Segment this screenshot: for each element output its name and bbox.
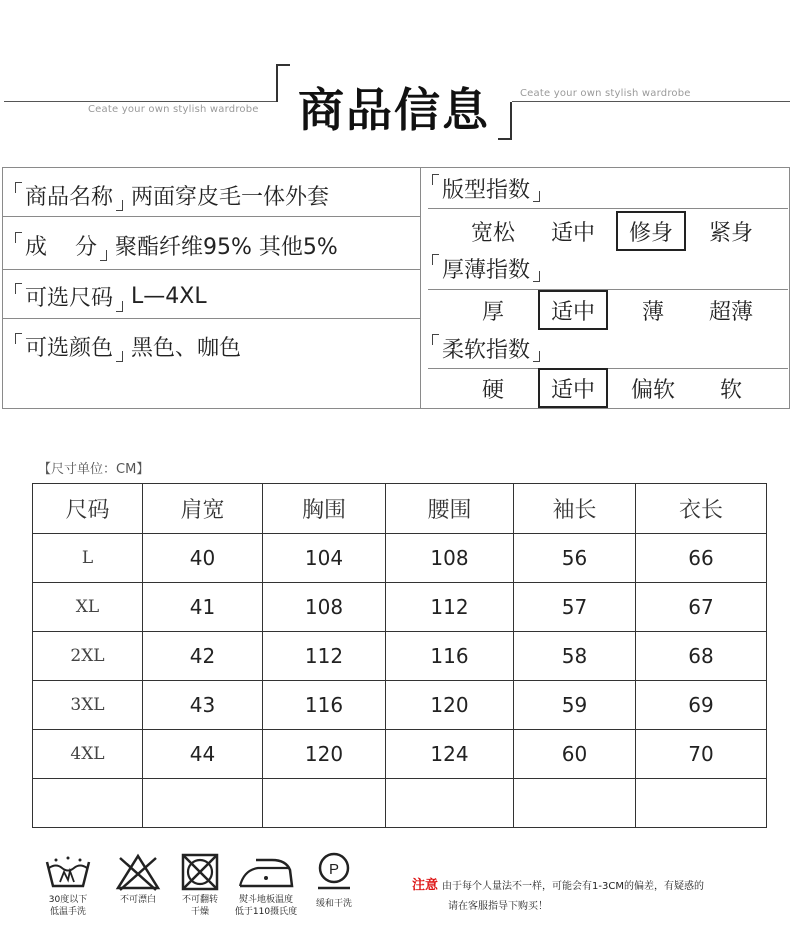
care-label: 不可漂白 — [119, 895, 156, 905]
table-cell: 59 — [514, 681, 636, 730]
page-title: 商品信息 — [298, 83, 490, 137]
size-cell: 4XL — [33, 730, 143, 779]
info-value: 黑色、咖色 — [131, 335, 242, 361]
softness-index-options — [430, 368, 788, 408]
table-row — [33, 534, 767, 583]
fit-index-title: 版型指数 — [430, 170, 542, 206]
table-row — [33, 632, 767, 681]
table-cell: 41 — [143, 583, 263, 632]
softness-option: 硬 — [481, 377, 504, 403]
header-cell: 袖长 — [514, 484, 636, 534]
info-value: 两面穿皮毛一体外套 — [131, 184, 330, 210]
header-cell: 肩宽 — [143, 484, 263, 534]
table-cell: 58 — [514, 632, 636, 681]
table-row — [33, 681, 767, 730]
table-cell: 120 — [386, 681, 514, 730]
header-cell: 胸围 — [263, 484, 386, 534]
header-cell: 腰围 — [386, 484, 514, 534]
table-cell: 120 — [263, 730, 386, 779]
note-line-2: 请在客服指导下购买！ — [448, 901, 548, 912]
fit-index-options — [430, 211, 788, 251]
care-item-dry-clean — [294, 852, 374, 910]
softness-option: 软 — [719, 377, 742, 403]
header-subtitle-right: Ceate your own stylish wardrobe — [520, 88, 691, 99]
thickness-option: 薄 — [641, 299, 664, 325]
table-cell: 116 — [386, 632, 514, 681]
fit-option-selected: 修身 — [616, 211, 686, 251]
table-cell: 42 — [143, 632, 263, 681]
table-cell: 57 — [514, 583, 636, 632]
hand-wash-icon — [44, 852, 92, 892]
note-line-1: 由于每个人量法不一样，可能会有1-3CM的偏差，有疑惑的 — [442, 881, 704, 892]
header-rule-left — [4, 101, 276, 102]
size-cell: 2XL — [33, 632, 143, 681]
table-cell: 112 — [263, 632, 386, 681]
care-item-hand-wash — [28, 852, 108, 918]
thickness-option-selected: 适中 — [538, 290, 608, 330]
care-label: 缓和干洗 — [315, 899, 352, 909]
table-cell — [33, 779, 143, 828]
fit-option: 适中 — [550, 220, 595, 246]
header-cell: 衣长 — [636, 484, 767, 534]
info-label: 可选尺码 — [13, 281, 125, 312]
care-label: 不可翻转 干燥 — [181, 895, 218, 917]
info-label: 成 分 — [13, 230, 109, 261]
table-cell: 43 — [143, 681, 263, 730]
iron-low-icon — [236, 852, 296, 892]
no-bleach-icon — [114, 852, 162, 892]
table-cell: 40 — [143, 534, 263, 583]
table-cell: 69 — [636, 681, 767, 730]
fit-option: 紧身 — [708, 220, 753, 246]
info-value: 聚酯纤维95% 其他5% — [114, 234, 338, 260]
size-table — [32, 483, 767, 828]
dry-clean-icon — [310, 852, 358, 896]
thickness-option: 超薄 — [708, 299, 753, 325]
thickness-index-title: 厚薄指数 — [430, 250, 542, 286]
table-cell: 66 — [636, 534, 767, 583]
table-row-empty — [33, 779, 767, 828]
fit-option: 宽松 — [470, 220, 515, 246]
table-cell — [514, 779, 636, 828]
table-cell — [143, 779, 263, 828]
table-cell: 60 — [514, 730, 636, 779]
table-row — [33, 730, 767, 779]
table-cell: 44 — [143, 730, 263, 779]
header-rule-right — [512, 101, 790, 102]
table-cell: 108 — [263, 583, 386, 632]
care-label: 熨斗地板温度 低于110摄氏度 — [234, 895, 298, 917]
softness-index-title: 柔软指数 — [430, 330, 542, 366]
table-cell: 56 — [514, 534, 636, 583]
info-label: 可选颜色 — [13, 331, 125, 362]
header-title-frame — [276, 64, 512, 140]
table-cell: 124 — [386, 730, 514, 779]
softness-option: 偏软 — [630, 377, 675, 403]
table-header-row — [33, 484, 767, 534]
info-row-material — [13, 224, 338, 266]
header-cell: 尺码 — [33, 484, 143, 534]
info-row-colors — [13, 325, 241, 367]
header-subtitle-left: Ceate your own stylish wardrobe — [88, 104, 259, 115]
table-cell — [636, 779, 767, 828]
thickness-index-options — [430, 290, 788, 330]
thickness-option: 厚 — [481, 299, 504, 325]
table-cell: 104 — [263, 534, 386, 583]
size-cell: 3XL — [33, 681, 143, 730]
size-cell: XL — [33, 583, 143, 632]
note-highlight: 注意 — [412, 878, 439, 893]
info-row-name — [13, 174, 329, 216]
info-label: 商品名称 — [13, 180, 125, 211]
care-label: 30度以下 低温手洗 — [48, 895, 88, 917]
info-value: L—4XL — [131, 283, 207, 309]
table-cell — [263, 779, 386, 828]
table-cell: 70 — [636, 730, 767, 779]
table-cell: 108 — [386, 534, 514, 583]
info-divider — [420, 168, 421, 408]
size-cell: L — [33, 534, 143, 583]
table-cell: 67 — [636, 583, 767, 632]
table-cell: 112 — [386, 583, 514, 632]
softness-option-selected: 适中 — [538, 368, 608, 408]
table-cell: 116 — [263, 681, 386, 730]
no-tumble-dry-icon — [176, 852, 224, 892]
info-row-sizes — [13, 275, 207, 317]
svg-text:P: P — [328, 861, 340, 878]
table-cell: 68 — [636, 632, 767, 681]
table-row — [33, 583, 767, 632]
table-cell — [386, 779, 514, 828]
size-unit-label: 【尺寸单位：CM】 — [38, 462, 150, 477]
sizing-note — [412, 876, 704, 917]
